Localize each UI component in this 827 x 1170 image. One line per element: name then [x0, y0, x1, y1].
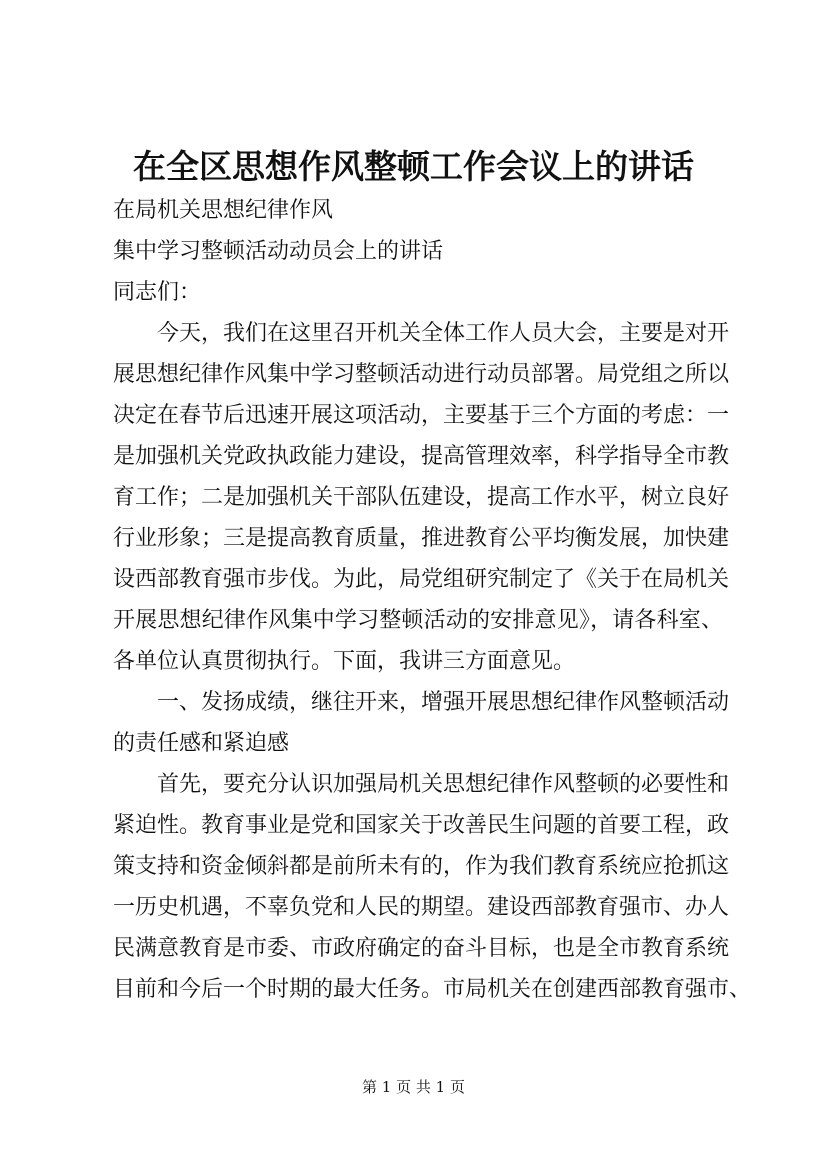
paragraph-1-line: 设西部教育强市步伐。为此，局党组研究制定了《关于在局机关	[113, 567, 730, 592]
salutation: 同志们：	[113, 280, 202, 305]
subtitle-line-2: 集中学习整顿活动动员会上的讲话	[113, 239, 444, 264]
page-footer: 第 1 页 共 1 页	[362, 1078, 465, 1096]
document-title: 在全区思想作风整顿工作会议上的讲话	[133, 147, 694, 186]
paragraph-2-line: 民满意教育是市委、市政府确定的奋斗目标，也是全市教育系统	[113, 936, 730, 961]
section-heading-1-line: 一、发扬成绩，继往开来，增强开展思想纪律作风整顿活动	[157, 690, 730, 715]
paragraph-1-line: 行业形象；三是提高教育质量，推进教育公平均衡发展，加快建	[113, 526, 730, 551]
paragraph-1-line: 展思想纪律作风集中学习整顿活动进行动员部署。局党组之所以	[113, 362, 730, 387]
document-body	[113, 190, 752, 1010]
paragraph-2-line: 一历史机遇，不辜负党和人民的期望。建设西部教育强市、办人	[113, 895, 730, 920]
paragraph-1-line: 开展思想纪律作风集中学习整顿活动的安排意见》，请各科室、	[113, 608, 723, 633]
paragraph-2-line: 策支持和资金倾斜都是前所未有的，作为我们教育系统应抢抓这	[113, 854, 730, 879]
paragraph-1-line: 育工作；二是加强机关干部队伍建设，提高工作水平，树立良好	[113, 485, 730, 510]
paragraph-1-line: 决定在春节后迅速开展这项活动，主要基于三个方面的考虑：一	[113, 403, 730, 428]
paragraph-1-line: 各单位认真贯彻执行。下面，我讲三方面意见。	[113, 649, 576, 674]
paragraph-2-line: 紧迫性。教育事业是党和国家关于改善民生问题的首要工程，政	[113, 813, 730, 838]
paragraph-1-line: 今天，我们在这里召开机关全体工作人员大会，主要是对开	[157, 321, 730, 346]
paragraph-2-line: 目前和今后一个时期的最大任务。市局机关在创建西部教育强市、	[113, 977, 752, 1002]
subtitle-line-1: 在局机关思想纪律作风	[113, 198, 334, 223]
section-heading-1-line: 的责任感和紧迫感	[113, 731, 290, 756]
paragraph-1-line: 是加强机关党政执政能力建设，提高管理效率，科学指导全市教	[113, 444, 730, 469]
paragraph-2-line: 首先，要充分认识加强局机关思想纪律作风整顿的必要性和	[157, 772, 730, 797]
